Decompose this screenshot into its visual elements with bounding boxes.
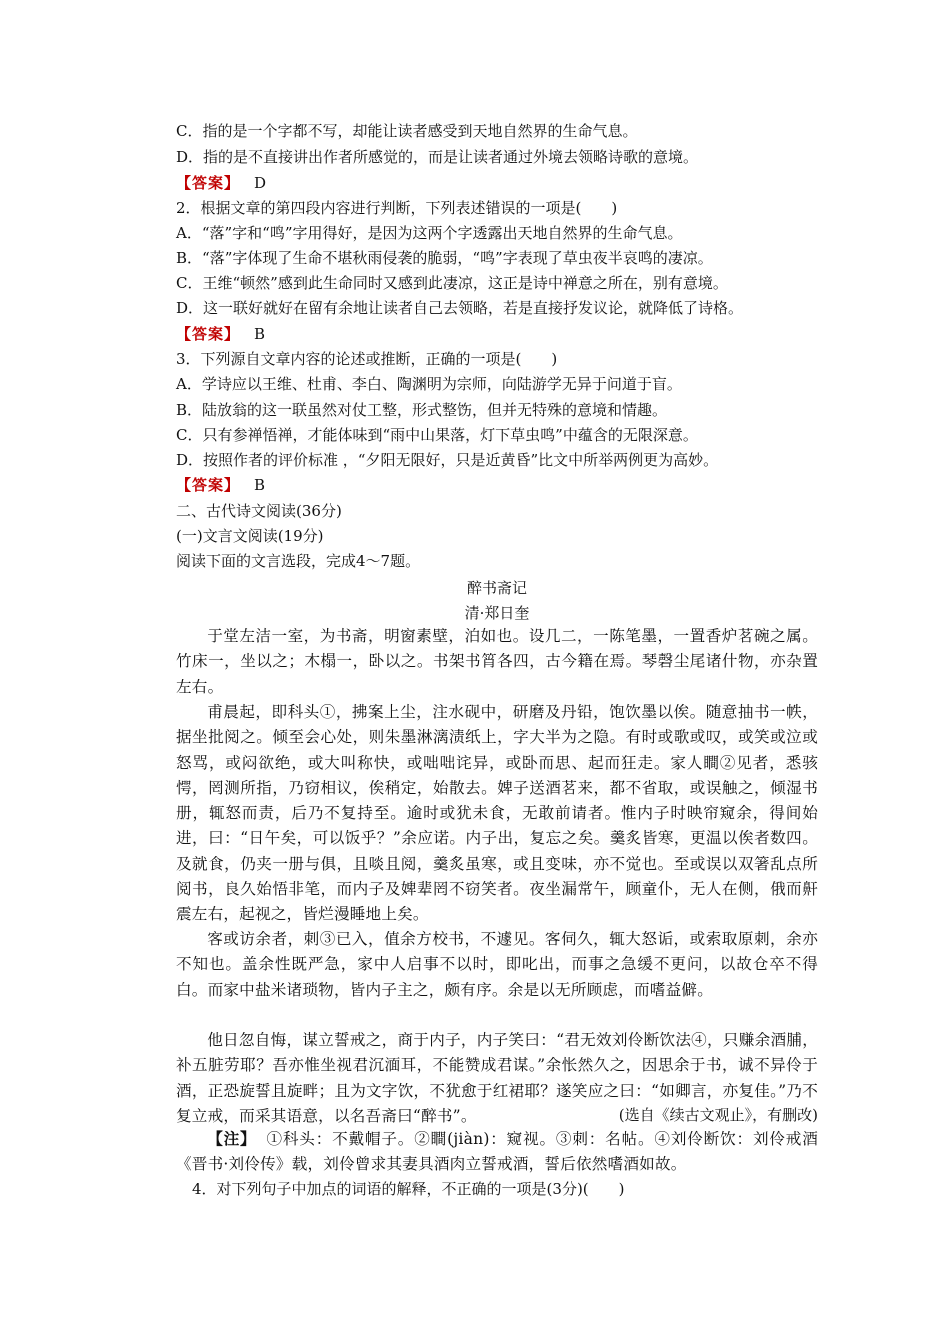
q2-answer [176,324,265,344]
answer-label: 【答案】 [176,325,241,343]
article-title: 醉书斋记 [466,579,527,597]
answer-value: B [254,325,266,343]
subsection-heading: (一)文言文阅读(19分) [176,527,324,545]
note-text: ①科头：不戴帽子。②瞷(jiàn)：窥视。③刺：名帖。④刘伶断饮：刘伶戒酒《晋书·刘伶传》载，刘伶曾求其妻具酒肉立誓戒酒，誓后依然嗜酒如故。 [176,1130,818,1174]
section-heading: 二、古代诗文阅读(36分) [176,502,342,520]
article-paragraph-2: 甫晨起，即科头①，拂案上尘，注水砚中，研磨及丹铅，饱饮墨以俟。随意抽书一帙，据坐批阅之。倾至会心处，则朱墨淋漓渍纸上，字大半为之隐。有时或歌或叹，或笑或泣或怒骂，或闷欲绝，或大叫称快，或咄咄诧异，或卧而思、起而狂走。家人瞷②见者，悉骇愕，罔测所指，乃窃相议，俟稍定，始散去。婢子送酒茗来，都不省取，或误触之，倾湿书册，辄怒而责，后乃不复持至。逾时或犹未食，无敢前请者。惟内子时映帘窥余，得间始进，曰：“日午矣，可以饭乎？”余应诺。内子出，复忘之矣。羹炙皆寒，更温以俟者数四。及就食，仍夹一册与俱，且啖且阅，羹炙虽寒，或且变味，亦不觉也。至或误以双箸乱点所阅书，良久始悟非笔，而内子及婢辈罔不窃笑者。夜坐漏常午，顾童仆，无人在侧，俄而鼾震左右，起视之，皆烂漫睡地上矣。 [176,703,818,924]
q3-option-b: B．陆放翁的这一联虽然对仗工整，形式整饬，但并无特殊的意境和情趣。 [176,401,668,419]
q1-option-c: C．指的是一个字都不写，却能让读者感受到天地自然界的生命气息。 [176,122,638,140]
q4-stem: 4．对下列句子中加点的词语的解释，不正确的一项是(3分)( ) [192,1180,625,1198]
answer-value: D [254,174,267,192]
q3-option-d: D．按照作者的评价标准 ，“夕阳无限好，只是近黄昏”比文中所举两例更为高妙。 [176,451,719,469]
reading-instruction: 阅读下面的文言选段，完成4～7题。 [176,552,421,570]
q2-option-d: D．这一联好就好在留有余地让读者自己去领略，若是直接抒发议论，就降低了诗格。 [176,299,744,317]
q2-stem: 2．根据文章的第四段内容进行判断，下列表述错误的一项是( ) [176,199,618,217]
answer-label: 【答案】 [176,174,241,192]
q3-option-c: C．只有参禅悟禅，才能体味到“雨中山果落，灯下草虫鸣”中蕴含的无限深意。 [176,426,698,444]
article-paragraph-4: 他日忽自悔，谋立誓戒之，商于内子，内子笑曰：“君无效刘伶断饮法④，只赚余酒脯，补五脏劳耶？吾亦惟坐视君沉湎耳，不能赞成君谋。”余怅然久之，因思余于书，诚不异伶于酒，正恐旋誓且旋畔；且为文字饮，不犹愈于红裙耶？遂笑应之曰：“如卿言，亦复佳。”乃不复立戒，而采其语意，以名吾斋曰“醉书”。 [176,1031,818,1125]
q3-option-a: A．学诗应以王维、杜甫、李白、陶渊明为宗师，向陆游学无异于问道于盲。 [176,375,682,393]
answer-label: 【答案】 [176,476,241,494]
footnote [176,1126,818,1178]
article-author: 清·郑日奎 [464,604,530,622]
answer-value: B [254,476,266,494]
article-source: (选自《续古文观止》，有删改) [618,1106,818,1124]
q3-answer [176,475,265,495]
q1-answer [176,173,266,193]
article-paragraph-3: 客或访余者，刺③已入，值余方校书，不遽见。客伺久，辄大怒诟，或索取原刺，余亦不知也。盖余性既严急，家中人启事不以时，即叱出，而事之急缓不更问，以故仓卒不得白。而家中盐米诸琐物，皆内子主之，颇有序。余是以无所顾虑，而嗜益僻。 [176,930,818,999]
q2-option-c: C．王维“顿然”感到此生命同时又感到此凄凉，这正是诗中禅意之所在，别有意境。 [176,274,728,292]
q3-stem: 3．下列源自文章内容的论述或推断，正确的一项是( ) [176,350,558,368]
note-label: 【注】 [207,1129,257,1148]
q2-option-b: B．“落”字体现了生命不堪秋雨侵袭的脆弱，“鸣”字表现了草虫夜半哀鸣的凄凉。 [176,249,713,267]
article-paragraph-1: 于堂左洁一室，为书斋，明窗素壁，泊如也。设几二，一陈笔墨，一置香炉茗碗之属。竹床一，坐以之；木榻一，卧以之。书架书筲各四，古今籍在焉。琴磬尘尾诸什物，亦杂置左右。 [176,627,818,696]
q1-option-d: D．指的是不直接讲出作者所感觉的，而是让读者通过外境去领略诗歌的意境。 [176,148,699,166]
q2-option-a: A．“落”字和“鸣”字用得好，是因为这两个字透露出天地自然界的生命气息。 [176,224,683,242]
